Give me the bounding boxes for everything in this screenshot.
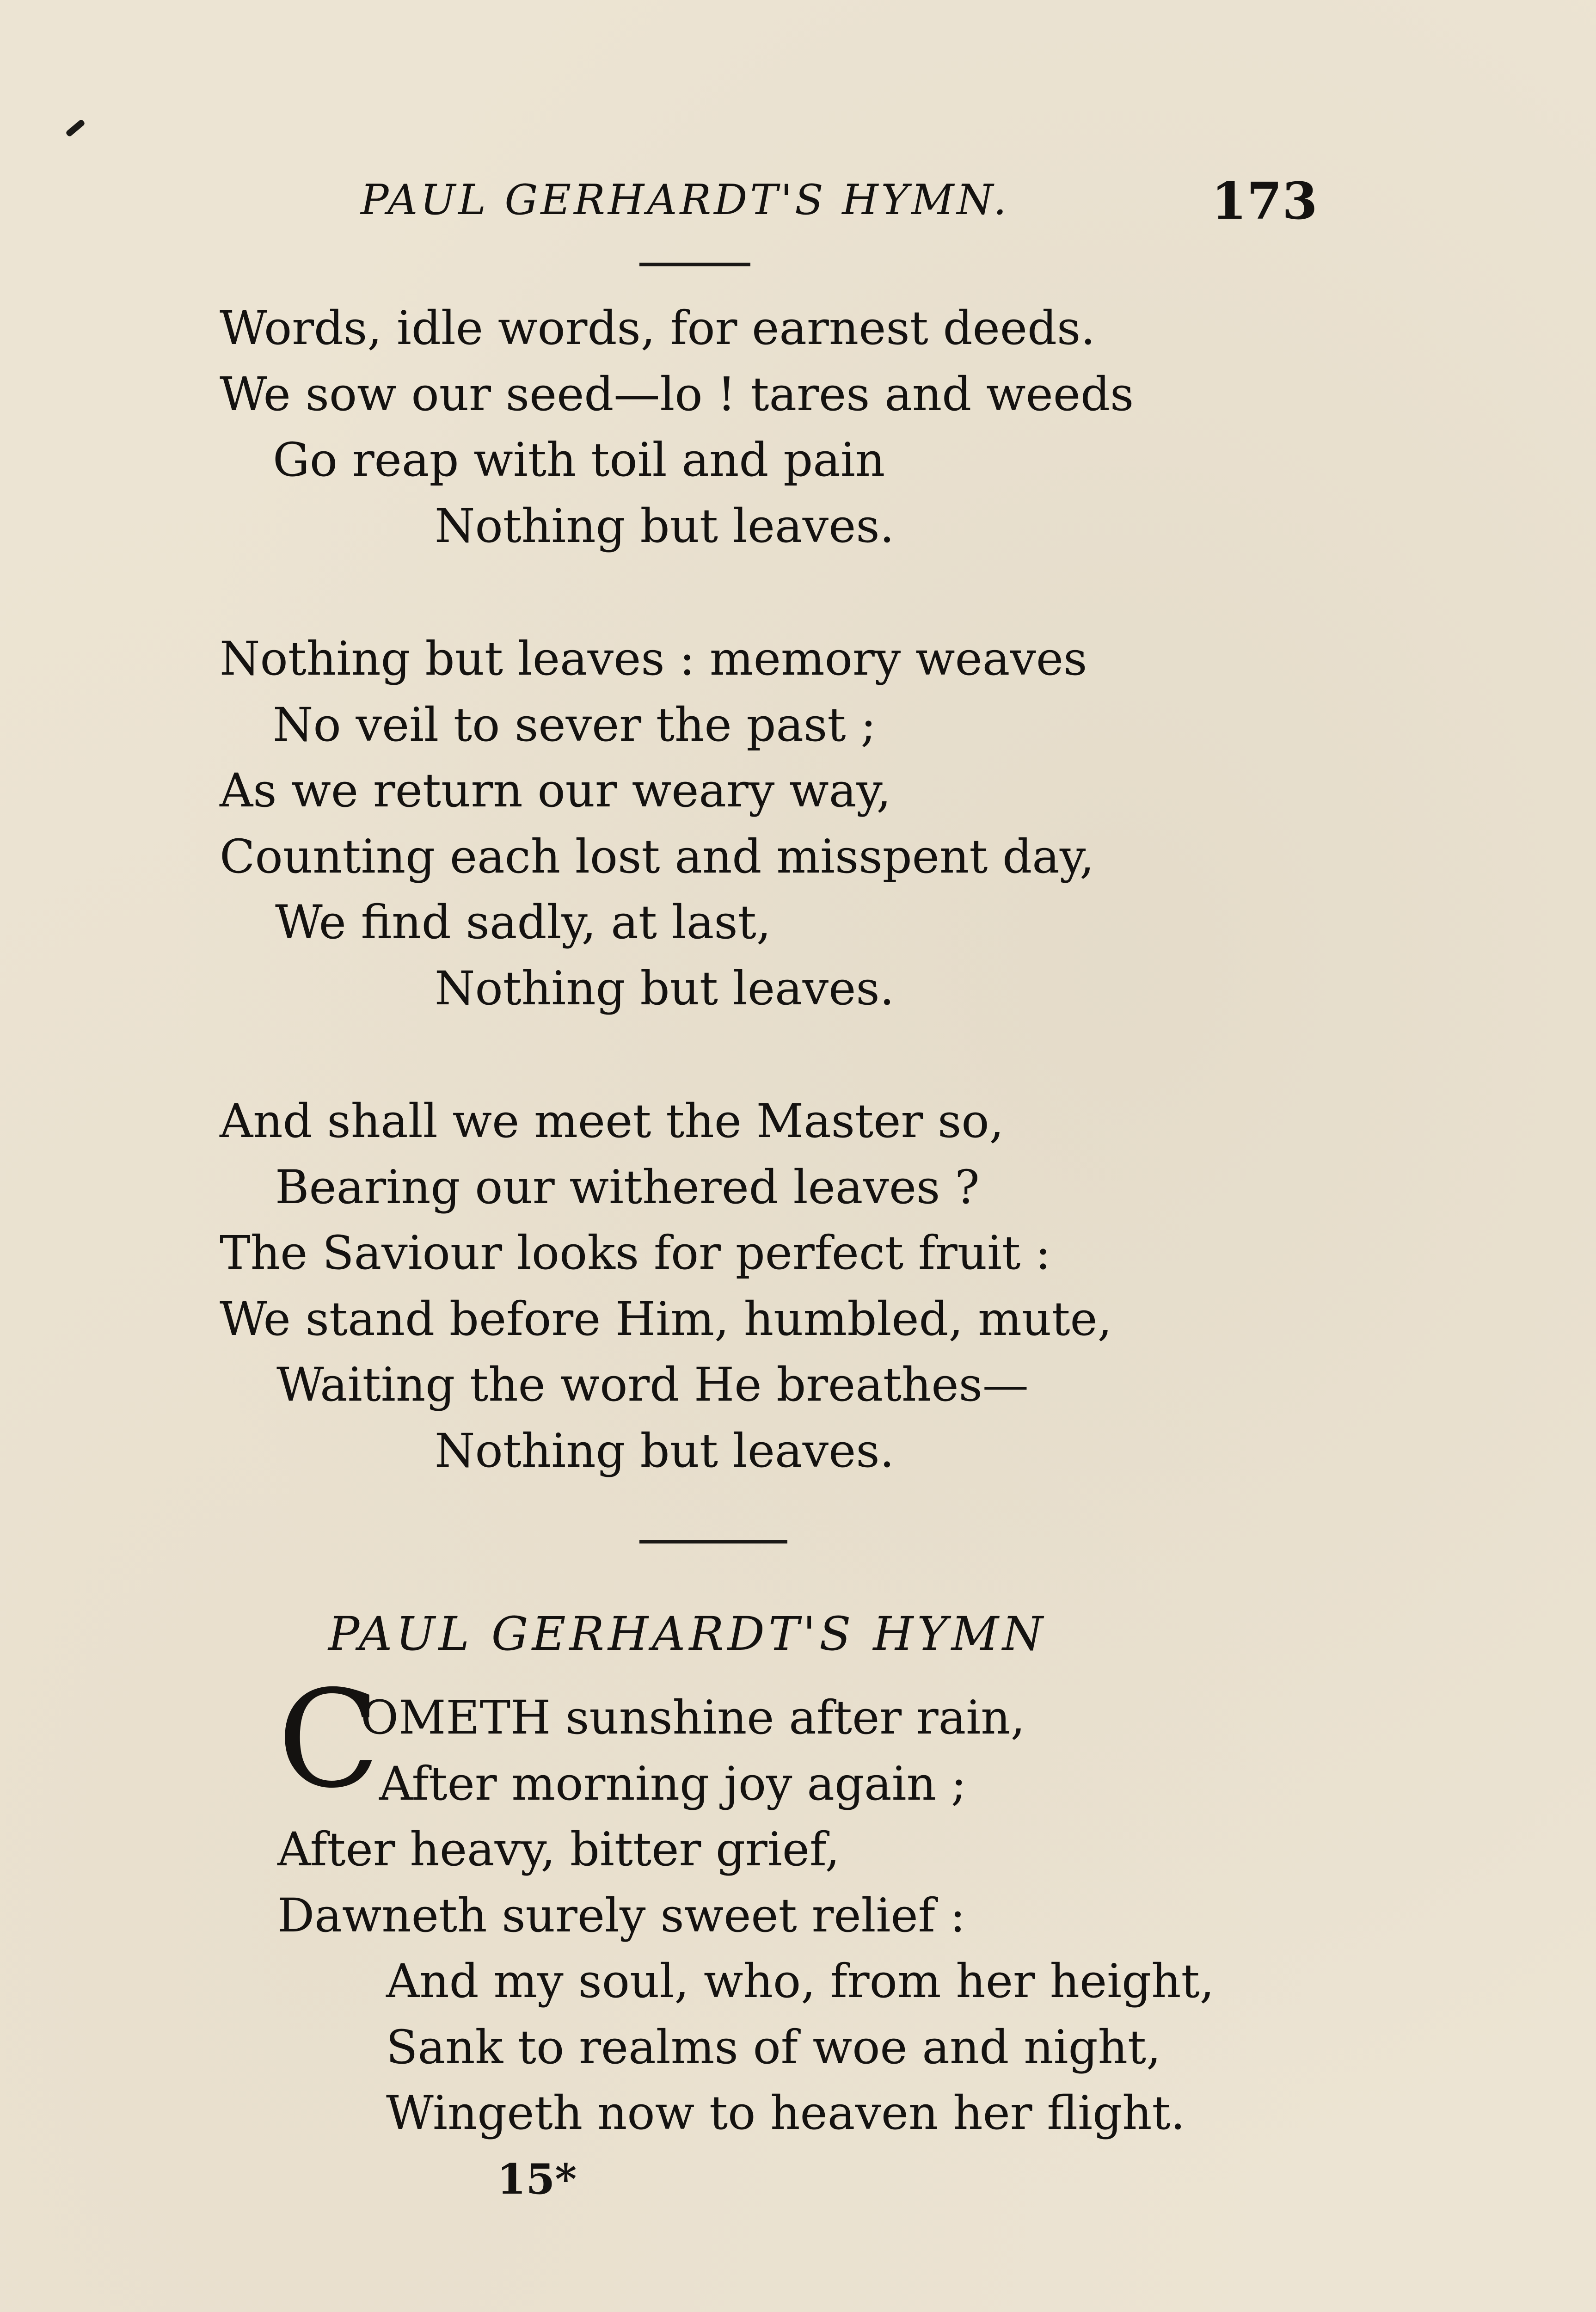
verse-line: Nothing but leaves : memory weaves [220, 632, 1087, 686]
verse-line: Nothing but leaves. [435, 1424, 895, 1478]
verse-line: Words, idle words, for earnest deeds. [220, 301, 1096, 355]
verse-line: And my soul, who, from her height, [386, 1954, 1215, 2008]
verse-line: Bearing our withered leaves ? [275, 1160, 980, 1214]
verse-line: We stand before Him, humbled, mute, [220, 1292, 1112, 1346]
ink-mark [65, 119, 86, 137]
verse-line: We find sadly, at last, [275, 895, 771, 949]
verse-line: After morning joy again ; [379, 1757, 967, 1811]
verse-line: Sank to realms of woe and night, [386, 2020, 1161, 2074]
verse-line: Wingeth now to heaven her flight. [386, 2086, 1185, 2140]
verse-line: We sow our seed—lo ! tares and weeds [220, 367, 1134, 421]
verse-line: Go reap with toil and pain [273, 433, 885, 487]
verse-line: Waiting the word He breathes— [276, 1358, 1029, 1412]
verse-line: After heavy, bitter grief, [277, 1822, 840, 1876]
verse-line: Nothing but leaves. [435, 961, 895, 1015]
verse-line: Dawneth surely sweet relief : [277, 1888, 966, 1943]
verse-line: As we return our weary way, [220, 763, 891, 818]
running-title: PAUL GERHARDT'S HYMN. [361, 176, 1009, 224]
section-rule [639, 1540, 787, 1543]
drop-cap: C [277, 1662, 380, 1818]
verse-line: Counting each lost and misspent day, [220, 830, 1094, 884]
signature-mark: 15* [497, 2155, 577, 2204]
verse-line: OMETH sunshine after rain, [361, 1691, 1025, 1745]
verse-line: No veil to sever the past ; [273, 698, 877, 752]
verse-line: Nothing but leaves. [435, 499, 895, 553]
page-number: 173 [1211, 171, 1318, 231]
verse-line: And shall we meet the Master so, [220, 1094, 1004, 1148]
verse-line: The Saviour looks for perfect fruit : [220, 1226, 1051, 1280]
header-rule [639, 263, 750, 266]
section-title: PAUL GERHARDT'S HYMN [328, 1607, 1047, 1661]
